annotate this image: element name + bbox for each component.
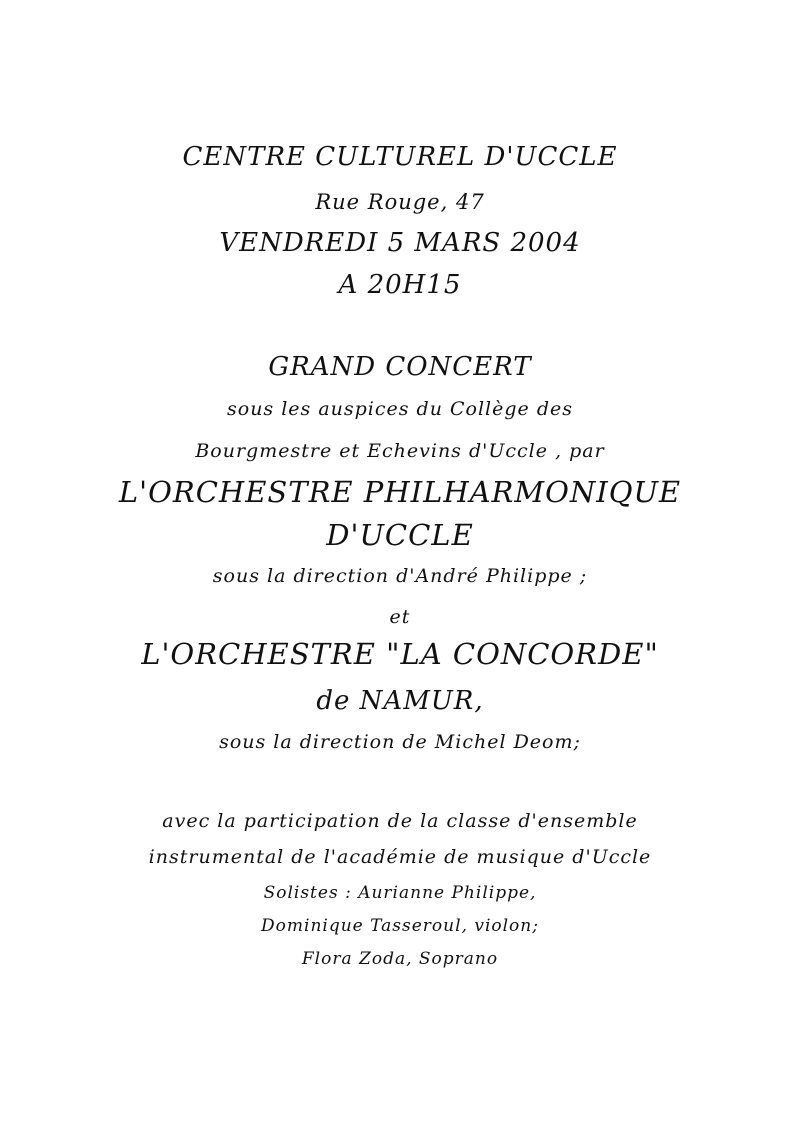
concert-title: GRAND CONCERT [268, 352, 532, 382]
patronage-line-1: sous les auspices du Collège des [227, 398, 573, 420]
soloists-line-3: Flora Zoda, Soprano [301, 949, 499, 969]
orchestra-1-name: L'ORCHESTRE PHILHARMONIQUE [118, 475, 682, 509]
orchestra-2-city: de NAMUR, [316, 686, 484, 716]
patronage-line-2: Bourgmestre et Echevins d'Uccle , par [195, 440, 605, 462]
event-time: A 20H15 [338, 270, 462, 300]
soloists-line-1: Solistes : Aurianne Philippe, [263, 883, 537, 903]
venue-address: Rue Rouge, 47 [315, 190, 485, 214]
orchestra-2-director: sous la direction de Michel Deom; [219, 731, 581, 753]
conjunction-et: et [389, 606, 411, 628]
soloists-line-2: Dominique Tasseroul, violon; [261, 916, 539, 936]
orchestra-2-name: L'ORCHESTRE "LA CONCORDE" [141, 637, 659, 671]
event-date: VENDREDI 5 MARS 2004 [219, 228, 581, 258]
participation-line-1: avec la participation de la classe d'ensemble [162, 810, 638, 832]
participation-line-2: instrumental de l'académie de musique d'Uccle [148, 846, 652, 868]
orchestra-1-city: D'UCCLE [326, 518, 474, 552]
orchestra-1-director: sous la direction d'André Philippe ; [212, 565, 588, 587]
venue-name: CENTRE CULTUREL D'UCCLE [182, 142, 618, 172]
